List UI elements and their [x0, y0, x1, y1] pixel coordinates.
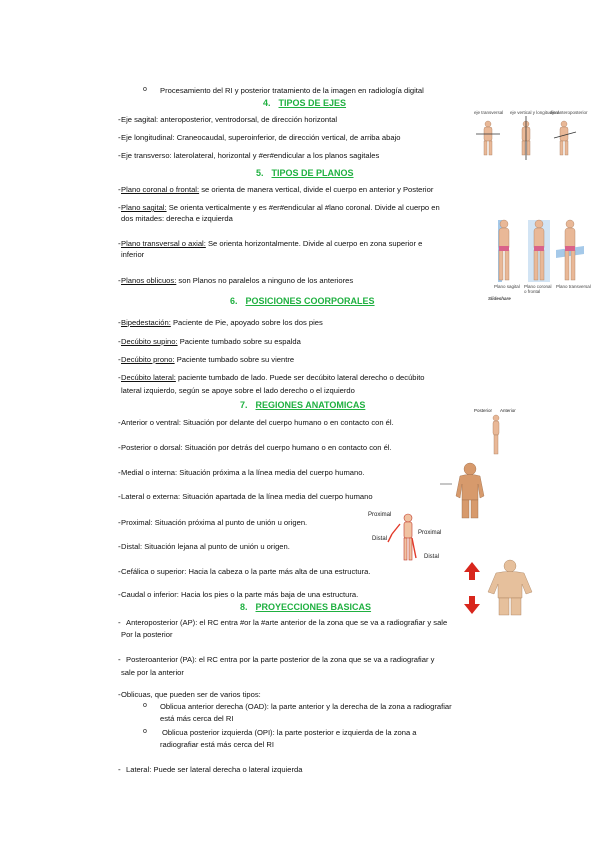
top-sub-item: Procesamiento del RI y posterior tratamiento de la imagen en radiología digital	[160, 86, 424, 95]
dash: -	[118, 133, 121, 142]
region-anterior: Anterior o ventral: Situación por delante del cuerpo humano o en contacto con él.	[121, 418, 394, 427]
dash: -	[118, 542, 121, 551]
region-proximal: Proximal: Situación próxima al punto de unión u origen.	[121, 518, 308, 527]
plano-coronal: Plano coronal o frontal: se orienta de manera vertical, divide el cuerpo en anterior y Posterior	[121, 185, 434, 194]
dash: -	[118, 690, 121, 699]
label-anterior: Anterior	[500, 408, 516, 413]
eje-sagital: Eje sagital: anteroposterior, ventrodorsal, de dirección horizontal	[121, 115, 338, 124]
region-medial: Medial o interna: Situación próxima a la línea media del cuerpo humano.	[121, 468, 365, 477]
axes-figure	[472, 110, 588, 165]
figure-caption: eje vertical y longitudinal	[510, 110, 560, 115]
section-heading-proyecciones: 8. PROYECCIONES BASICAS	[240, 602, 372, 612]
decubito-lateral-cont: lateral izquierdo, según se apoye sobre el lado derecho o el izquierdo	[121, 386, 355, 395]
region-lateral: Lateral o externa: Situación apartada de la línea media del cuerpo humano	[121, 492, 373, 501]
region-posterior: Posterior o dorsal: Situación por detrás del cuerpo humano o en contacto con él.	[121, 443, 392, 452]
oblicua-opi-cont: radiografiar está más cerca del RI	[160, 740, 274, 749]
decubito-prono: Decúbito prono: Paciente tumbado sobre su vientre	[121, 355, 295, 364]
figure-source-mark: Slideshare	[488, 296, 511, 301]
torso-illustration	[440, 460, 496, 520]
section-heading-regiones: 7. REGIONES ANATOMICAS	[240, 400, 366, 410]
cefalica-caudal-figure	[462, 558, 544, 616]
section-heading-planos: 5. TIPOS DE PLANOS	[256, 168, 354, 178]
section-heading-ejes: 4. TIPOS DE EJES	[263, 98, 347, 108]
list-bullet: o	[143, 728, 147, 735]
dash: -	[118, 655, 121, 664]
list-bullet: o	[143, 86, 147, 93]
dash: -	[118, 373, 121, 382]
figure-caption: Plano sagital	[494, 284, 520, 289]
side-view-figure	[474, 408, 524, 456]
proyeccion-oblicuas: Oblicuas, que pueden ser de varios tipos:	[121, 690, 261, 699]
region-distal: Distal: Situación lejana al punto de unión u origen.	[121, 542, 290, 551]
list-bullet: o	[143, 702, 147, 709]
proyeccion-pa: Posteroanterior (PA): el RC entra por la parte posterior de la zona que se va a radiografiar y	[126, 655, 435, 664]
figure-caption: eje transversal	[474, 110, 504, 115]
dash: -	[118, 443, 121, 452]
oblicua-oad: Oblicua anterior derecha (OAD): la parte anterior y la derecha de la zona a radiografiar	[160, 702, 452, 711]
dash: -	[118, 518, 121, 527]
dash: -	[118, 590, 121, 599]
dash: -	[118, 115, 121, 124]
dash: -	[118, 418, 121, 427]
decubito-supino: Decúbito supino: Paciente tumbado sobre su espalda	[121, 337, 301, 346]
label-posterior: Posterior	[474, 408, 493, 413]
label-proximal: Proximal	[418, 530, 442, 536]
medial-lateral-figure	[440, 460, 496, 520]
dash: -	[118, 203, 121, 212]
dash: -	[118, 355, 121, 364]
decubito-lateral: Decúbito lateral: paciente tumbado de lado. Puede ser decúbito lateral derecho o decúbito	[121, 373, 425, 382]
figure-caption: Plano transversal	[556, 284, 591, 289]
proyeccion-lateral: Lateral: Puede ser lateral derecha o lateral izquierda	[126, 765, 303, 774]
plano-transversal-cont: inferior	[121, 250, 145, 259]
side-body-illustration	[474, 408, 524, 456]
proyeccion-ap-cont: Por la posterior	[121, 630, 173, 639]
planes-body-illustration	[490, 210, 586, 290]
limb-illustration	[364, 512, 442, 564]
figure-caption: Plano coronal o frontal	[524, 284, 552, 294]
plano-sagital-cont: dos mitades: derecha e izquierda	[121, 214, 233, 223]
body-arrows-illustration	[462, 558, 544, 616]
dash: -	[118, 337, 121, 346]
figure-caption: eje anteroposterior	[550, 110, 588, 115]
section-heading-posiciones: 6. POSICIONES COORPORALES	[230, 296, 375, 306]
label-distal: Distal	[424, 554, 440, 560]
label-proximal: Proximal	[368, 512, 392, 518]
proyeccion-pa-cont: sale por la anterior	[121, 668, 184, 677]
dash: -	[118, 618, 121, 627]
dash: -	[118, 765, 121, 774]
dash: -	[118, 239, 121, 248]
dash: -	[118, 151, 121, 160]
region-caudal: Caudal o inferior: Hacia los pies o la parte más baja de una estructura.	[121, 590, 359, 599]
planes-figure	[490, 210, 591, 300]
dash: -	[118, 318, 121, 327]
oblicua-opi: Oblicua posterior izquierda (OPI): la parte posterior e izquierda de la zona a	[162, 728, 417, 737]
eje-transverso: Eje transverso: laterolateral, horizontal y #er#endicular a los planos sagitales	[121, 151, 380, 160]
label-distal: Distal	[372, 536, 388, 542]
dash: -	[118, 185, 121, 194]
proyeccion-ap: Anteroposterior (AP): el RC entra #or la #arte anterior de la zona que se va a radiografiar y sale	[126, 618, 448, 627]
bipedestacion: Bipedestación: Paciente de Pie, apoyado sobre los dos pies	[121, 318, 323, 327]
plano-transversal: Plano transversal o axial: Se orienta horizontalmente. Divide al cuerpo en zona superior e	[121, 239, 423, 248]
eje-longitudinal: Eje longitudinal: Craneocaudal, superoinferior, de dirección vertical, de arriba abajo	[121, 133, 401, 142]
dash: -	[118, 492, 121, 501]
axes-body-illustration	[472, 110, 582, 165]
planos-oblicuos: Planos oblicuos: son Planos no paralelos a ninguno de los anteriores	[121, 276, 354, 285]
region-cefalica: Cefálica o superior: Hacia la cabeza o la parte más alta de una estructura.	[121, 567, 371, 576]
proximal-distal-figure	[364, 512, 442, 564]
dash: -	[118, 276, 121, 285]
plano-sagital: Plano sagital: Se orienta verticalmente y es #er#endicular al #lano coronal. Divide al cuerpo en	[121, 203, 440, 212]
dash: -	[118, 468, 121, 477]
oblicua-oad-cont: está más cerca del RI	[160, 714, 234, 723]
dash: -	[118, 567, 121, 576]
